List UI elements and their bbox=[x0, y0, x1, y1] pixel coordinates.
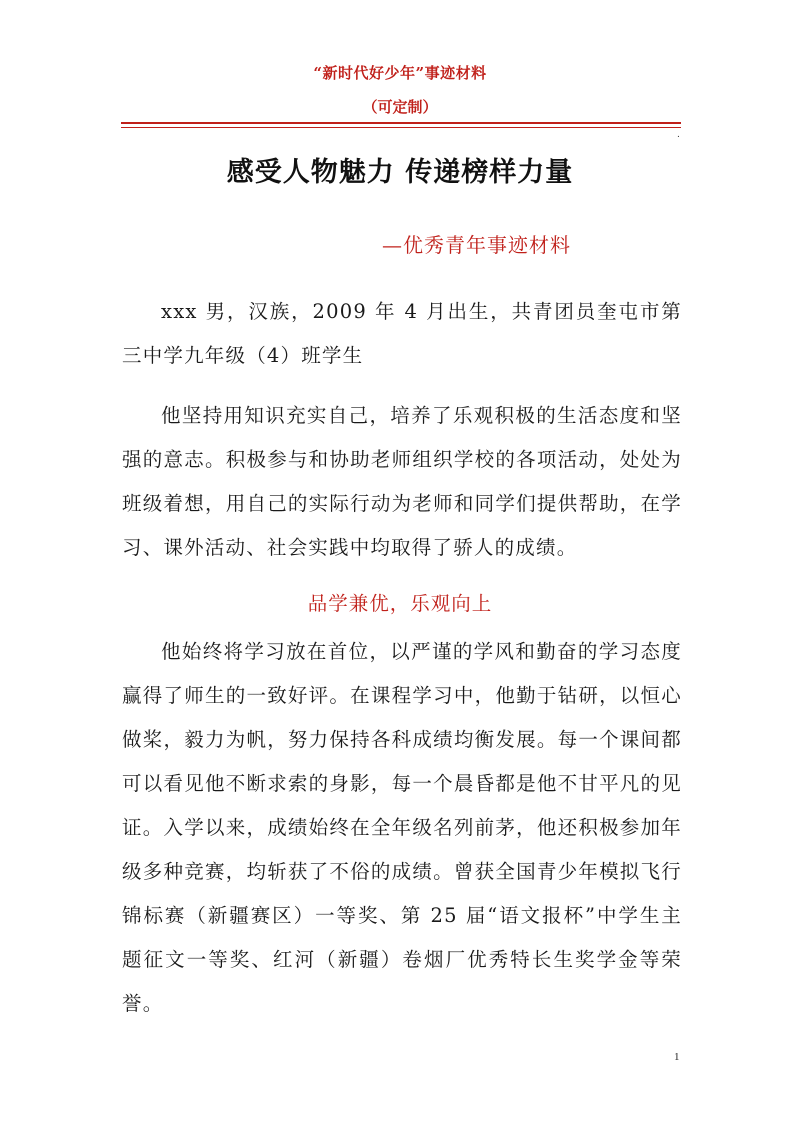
header-title: “新时代好少年”事迹材料 bbox=[313, 64, 487, 82]
header-subtitle: （可定制） bbox=[362, 98, 438, 116]
document-title: 感受人物魅力 传递榜样力量 bbox=[226, 157, 574, 188]
section-body-paragraph: 他始终将学习放在首位，以严谨的学风和勤奋的学习态度赢得了师生的一致好评。在课程学习中，他勤于钻研，以恒心做桨，毅力为帆，努力保持各科成绩均衡发展。每一个课间都可以看见他不断求索的身影，每一个晨昏都是他不甘平凡的见证。入学以来，成绩始终在全年级名列前茅，他还积极参加年级多种竞赛，均斩获了不俗的成绩。曾获全国青少年模拟飞行锦标赛（新疆赛区）一等奖、第 25 届“语文报杯”中学生主题征文一等奖、红河（新疆）卷烟厂优秀特长生奖学金等荣誉。 bbox=[122, 640, 682, 1015]
intro-paragraph: xxx 男，汉族，2009 年 4 月出生，共青团员奎屯市第三中学九年级（4）班学生 bbox=[122, 300, 682, 367]
section-heading: 品学兼优，乐观向上 bbox=[307, 592, 493, 615]
header-rule-thin bbox=[121, 127, 681, 128]
header-rule-dot: . bbox=[677, 130, 680, 140]
summary-paragraph: 他坚持用知识充实自己，培养了乐观积极的生活态度和坚强的意志。积极参与和协助老师组织学校的各项活动，处处为班级着想，用自己的实际行动为老师和同学们提供帮助，在学习、课外活动、社会实践中均取得了骄人的成绩。 bbox=[122, 404, 682, 559]
document-subtitle: —优秀青年事迹材料 bbox=[382, 233, 571, 257]
page-number: 1 bbox=[674, 1051, 680, 1063]
header-rule-thick bbox=[121, 122, 681, 124]
